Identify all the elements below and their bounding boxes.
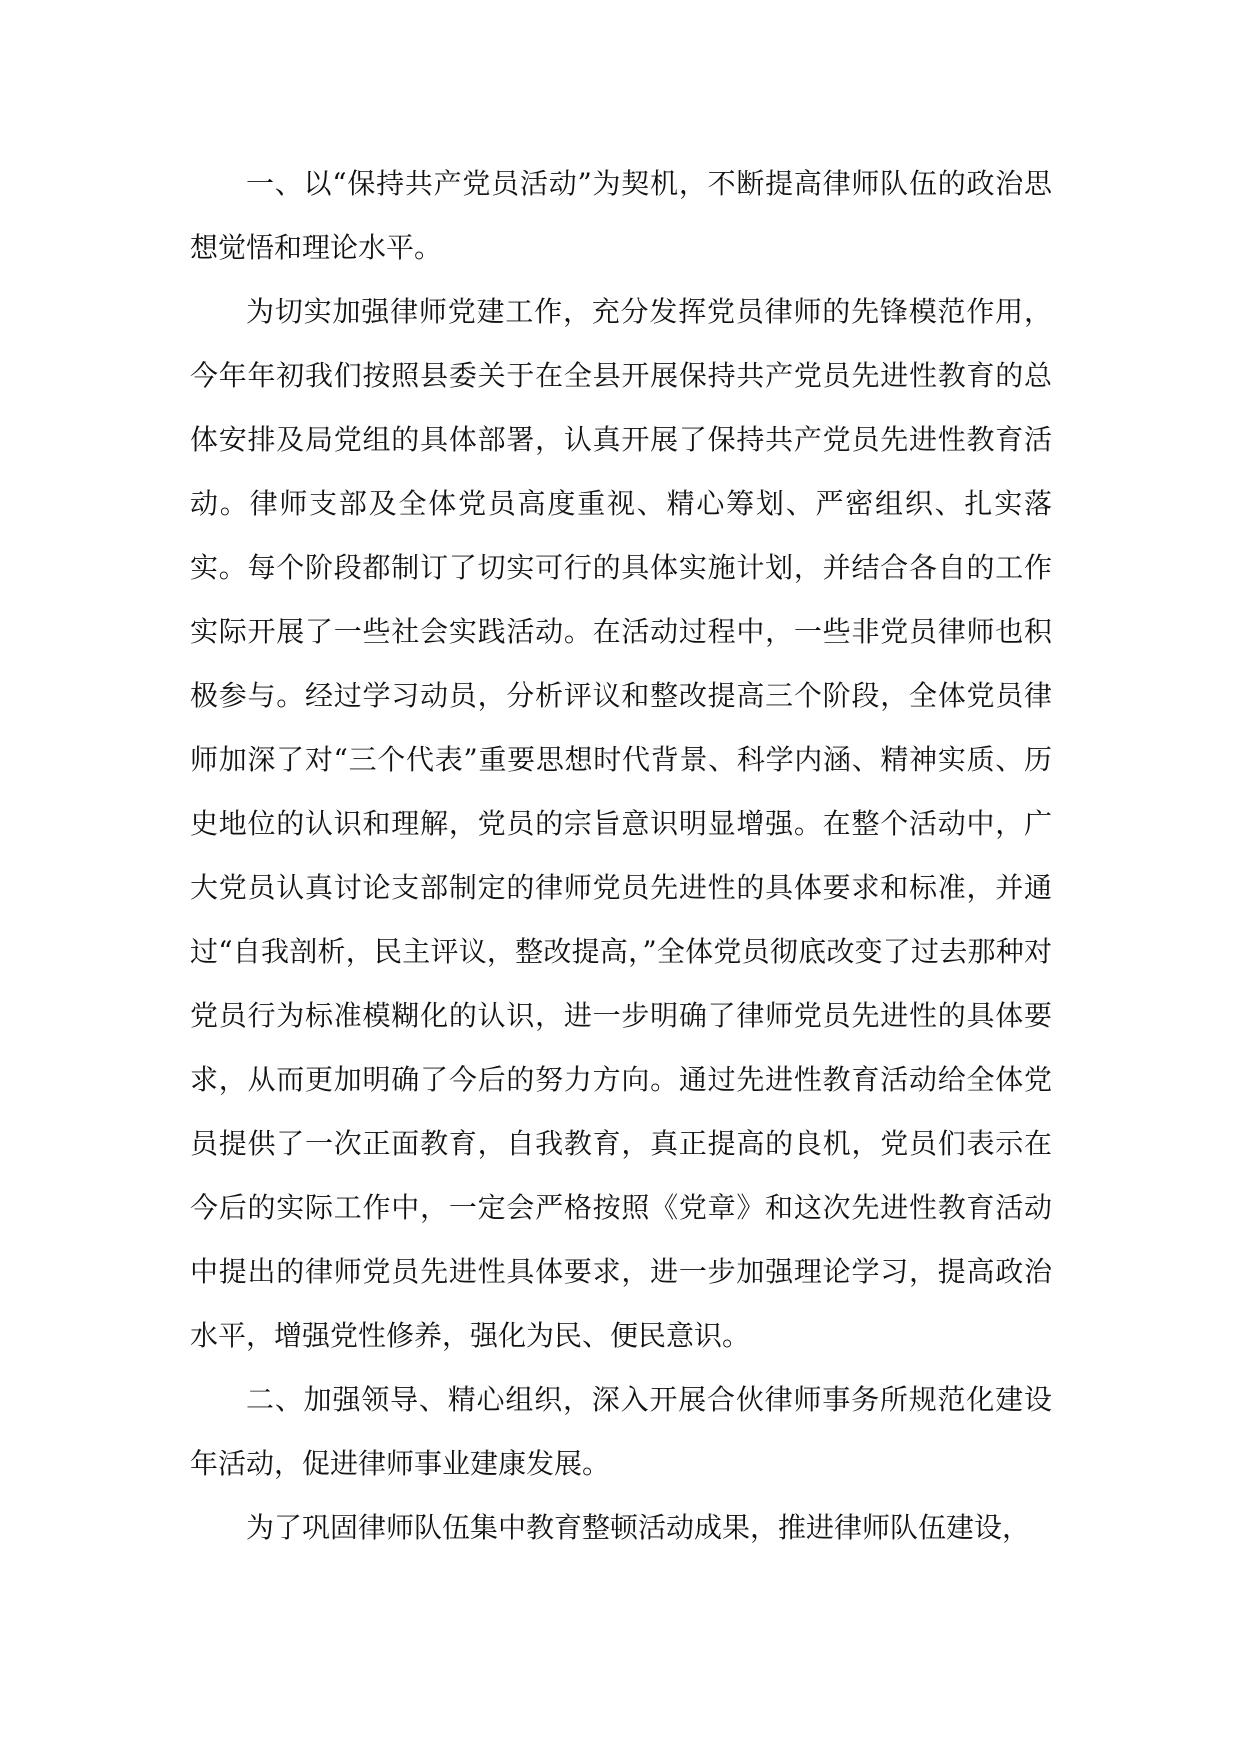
heading-two-paragraph: 二、加强领导、精心组织，深入开展合伙律师事务所规范化建设年活动，促进律师事业建康发展。: [190, 1383, 1052, 1480]
body-paragraph-2: 为了巩固律师队伍集中教育整顿活动成果，推进律师队伍建设，: [246, 1511, 1031, 1544]
body-paragraph-1: 为切实加强律师党建工作，充分发挥党员律师的先锋模范作用，今年年初我们按照县委关于在全县开展保持共产党员先进性教育的总体安排及局党组的具体部署，认真开展了保持共产党员先进性教育活动。律师支部及全体党员高度重视、精心筹划、严密组织、扎实落实。每个阶段都制订了切实可行的具体实施计划，并结合各自的工作实际开展了一些社会实践活动。在活动过程中，一些非党员律师也积极参与。经过学习动员，分析评议和整改提高三个阶段，全体党员律师加深了对“三个代表”重要思想时代背景、科学内涵、精神实质、历史地位的认识和理解，党员的宗旨意识明显增强。在整个活动中，广大党员认真讨论支部制定的律师党员先进性的具体要求和标准，并通过“自我剖析，民主评议，整改提高，”全体党员彻底改变了过去那种对党员行为标准模糊化的认识，进一步明确了律师党员先进性的具体要求，从而更加明确了今后的努力方向。通过先进性教育活动给全体党员提供了一次正面教育，自我教育，真正提高的良机，党员们表示在今后的实际工作中，一定会严格按照《党章》和这次先进性教育活动中提出的律师党员先进性具体要求，进一步加强理论学习，提高政治水平，增强党性修养，强化为民、便民意识。: [190, 295, 1052, 1352]
heading-one-paragraph: 一、以“保持共产党员活动”为契机，不断提高律师队伍的政治思想觉悟和理论水平。: [190, 167, 1052, 264]
document-body: [190, 152, 1052, 1560]
